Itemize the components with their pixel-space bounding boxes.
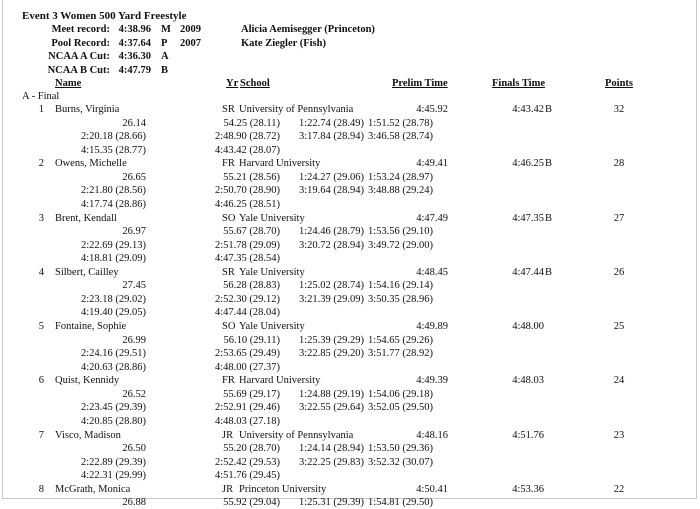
record-code: P xyxy=(161,37,168,49)
split-time: 3:19.64 (28.94) xyxy=(298,185,364,197)
split-time: 4:17.74 (28.86) xyxy=(80,198,146,210)
swimmer-points: 24 xyxy=(613,375,625,387)
swimmer-yr: FR xyxy=(222,375,235,387)
split-time: 3:46.58 (28.74) xyxy=(368,131,434,142)
split-time: 1:53.56 (29.10) xyxy=(368,226,434,237)
swimmer-place: 8 xyxy=(38,483,44,495)
swimmer-yr: JR xyxy=(222,429,234,441)
swimmer-cut-code: B xyxy=(545,158,553,170)
swimmer-finals: 4:53.36 xyxy=(512,483,544,495)
swimmer-name: Fontaine, Sophie xyxy=(55,321,127,332)
swimmer-yr: FR xyxy=(222,158,235,170)
swimmer-place: 6 xyxy=(38,375,44,387)
swimmer-points: 27 xyxy=(613,212,625,224)
record-code: M xyxy=(161,24,171,35)
split-time: 1:24.88 (29.19) xyxy=(298,388,364,400)
split-time: 4:51.76 (29.45) xyxy=(214,470,280,481)
split-time: 2:24.16 (29.51) xyxy=(80,348,146,359)
split-time: 1:25.39 (29.29) xyxy=(298,334,364,346)
record-holder: Alicia Aemisegger (Princeton) xyxy=(241,24,375,35)
swimmer-name: Brent, Kendall xyxy=(55,212,117,224)
split-time: 1:53.24 (28.97) xyxy=(368,171,434,183)
split-time: 1:24.14 (28.94) xyxy=(298,443,364,454)
swimmer-place: 1 xyxy=(38,104,44,115)
split-time: 4:48.03 (27.18) xyxy=(214,415,280,427)
swimmer-name: McGrath, Monica xyxy=(55,483,131,495)
split-time: 1:25.31 (29.39) xyxy=(298,497,364,509)
swimmer-finals: 4:47.35 xyxy=(512,212,544,224)
split-time: 4:43.42 (28.07) xyxy=(214,144,280,156)
swimmer-prelim: 4:48.16 xyxy=(416,429,448,441)
swimmer-place: 5 xyxy=(38,321,44,332)
split-time: 3:50.35 (28.96) xyxy=(368,293,434,305)
split-time: 1:54.65 (29.26) xyxy=(368,334,434,346)
split-time: 4:18.81 (29.09) xyxy=(80,253,146,264)
split-time: 4:47.35 (28.54) xyxy=(214,253,280,264)
split-time: 2:48.90 (28.72) xyxy=(214,131,280,142)
swimmer-school: Yale University xyxy=(239,266,305,278)
split-time: 55.67 (28.70) xyxy=(223,226,280,237)
split-time: 2:23.45 (29.39) xyxy=(80,402,146,414)
swimmer-school: University of Pennsylvania xyxy=(239,104,354,115)
split-time: 3:17.84 (28.94) xyxy=(298,131,364,142)
swimmer-finals: 4:46.25 xyxy=(512,158,544,170)
split-time: 3:52.05 (29.50) xyxy=(368,402,434,414)
swimmer-school: Princeton University xyxy=(239,483,327,495)
swimmer-place: 7 xyxy=(38,429,44,441)
swimmer-school: Harvard University xyxy=(239,375,321,387)
split-time: 54.25 (28.11) xyxy=(223,117,280,129)
swimmer-points: 25 xyxy=(613,321,625,332)
swimmer-name: Owens, Michelle xyxy=(55,158,127,170)
split-time: 1:25.02 (28.74) xyxy=(298,280,364,292)
split-time: 55.20 (28.70) xyxy=(223,443,280,454)
split-time: 2:22.69 (29.13) xyxy=(80,239,146,251)
split-time: 3:52.32 (30.07) xyxy=(368,456,434,468)
split-time: 4:22.31 (29.99) xyxy=(80,470,146,481)
split-time: 4:20.63 (28.86) xyxy=(80,361,146,373)
swimmer-points: 23 xyxy=(613,429,625,441)
swimmer-prelim: 4:45.92 xyxy=(416,104,448,115)
swimmer-place: 2 xyxy=(38,158,44,170)
swimmer-name: Burns, Virginia xyxy=(55,104,120,115)
record-time: 4:36.30 xyxy=(118,51,151,62)
record-label: NCAA A Cut: xyxy=(48,51,110,62)
split-time: 3:22.85 (29.20) xyxy=(298,348,364,359)
split-time: 56.28 (28.83) xyxy=(223,280,280,292)
swimmer-finals: 4:48.00 xyxy=(512,321,544,332)
record-time: 4:38.96 xyxy=(118,24,151,35)
swimmer-yr: SO xyxy=(222,212,236,224)
split-time: 55.69 (29.17) xyxy=(223,388,280,400)
split-time: 26.65 xyxy=(122,171,146,183)
split-time: 2:53.65 (29.49) xyxy=(214,348,280,359)
split-time: 26.99 xyxy=(122,334,146,346)
record-holder: Kate Ziegler (Fish) xyxy=(241,37,326,49)
record-time: 4:47.79 xyxy=(118,64,151,76)
col-header-points: Points xyxy=(605,78,634,89)
swimmer-school: Harvard University xyxy=(239,158,321,170)
swimmer-cut-code: B xyxy=(545,266,553,278)
swimmer-points: 28 xyxy=(613,158,625,170)
swimmer-prelim: 4:49.41 xyxy=(416,158,448,170)
swimmer-finals: 4:47.44 xyxy=(512,266,544,278)
swimmer-name: Visco, Madison xyxy=(55,429,121,441)
split-time: 2:50.70 (28.90) xyxy=(214,185,280,197)
record-code: A xyxy=(161,51,169,62)
swimmer-points: 26 xyxy=(613,266,625,278)
split-time: 4:47.44 (28.04) xyxy=(214,307,280,319)
split-time: 1:24.27 (29.06) xyxy=(298,171,364,183)
swimmer-school: University of Pennsylvania xyxy=(239,429,354,441)
split-time: 27.45 xyxy=(122,280,146,292)
swimmer-yr: SO xyxy=(222,321,236,332)
record-year: 2007 xyxy=(180,37,201,49)
split-time: 3:48.88 (29.24) xyxy=(368,185,434,197)
swimmer-prelim: 4:48.45 xyxy=(416,266,448,278)
col-header-prelim: Prelim Time xyxy=(392,78,448,89)
split-time: 2:22.89 (29.39) xyxy=(80,456,146,468)
swimmer-finals: 4:48.03 xyxy=(512,375,544,387)
swimmer-prelim: 4:47.49 xyxy=(416,212,448,224)
split-time: 1:22.74 (28.49) xyxy=(298,117,364,129)
split-time: 4:19.40 (29.05) xyxy=(80,307,146,319)
split-time: 26.88 xyxy=(122,497,146,509)
col-header-yr: Yr xyxy=(226,78,239,89)
record-label: Meet record: xyxy=(51,24,110,35)
swimmer-prelim: 4:50.41 xyxy=(416,483,448,495)
swimmer-yr: SR xyxy=(222,266,235,278)
swimmer-prelim: 4:49.89 xyxy=(416,321,448,332)
swimmer-name: Quist, Kennidy xyxy=(55,375,120,387)
split-time: 1:51.52 (28.78) xyxy=(368,117,434,129)
swimmer-name: Silbert, Cailley xyxy=(55,266,119,278)
swimmer-place: 3 xyxy=(38,212,44,224)
split-time: 4:15.35 (28.77) xyxy=(80,144,146,156)
swimmer-school: Yale University xyxy=(239,212,305,224)
split-time: 55.21 (28.56) xyxy=(223,171,280,183)
swimmer-points: 22 xyxy=(613,483,625,495)
split-time: 2:51.78 (29.09) xyxy=(214,239,280,251)
split-time: 4:20.85 (28.80) xyxy=(80,415,146,427)
swimmer-points: 32 xyxy=(613,104,625,115)
record-label: Pool Record: xyxy=(51,37,110,49)
split-time: 26.50 xyxy=(122,443,146,454)
section-label: A - Final xyxy=(22,91,60,102)
swimmer-cut-code: B xyxy=(545,104,553,115)
col-header-school: School xyxy=(240,78,270,89)
col-header-finals: Finals Time xyxy=(492,78,545,89)
record-code: B xyxy=(161,64,169,76)
swimmer-yr: SR xyxy=(222,104,235,115)
split-time: 3:51.77 (28.92) xyxy=(368,348,434,359)
record-year: 2009 xyxy=(180,24,201,35)
split-time: 2:23.18 (29.02) xyxy=(80,293,146,305)
split-time: 2:52.91 (29.46) xyxy=(214,402,280,414)
split-time: 2:21.80 (28.56) xyxy=(80,185,146,197)
split-time: 2:52.42 (29.53) xyxy=(214,456,280,468)
split-time: 4:48.00 (27.37) xyxy=(214,361,280,373)
split-time: 56.10 (29.11) xyxy=(223,334,280,346)
swimmer-prelim: 4:49.39 xyxy=(416,375,448,387)
split-time: 1:54.81 (29.50) xyxy=(368,497,434,509)
split-time: 2:20.18 (28.66) xyxy=(80,131,146,142)
split-time: 3:22.55 (29.64) xyxy=(298,402,364,414)
swimmer-school: Yale University xyxy=(239,321,305,332)
record-label: NCAA B Cut: xyxy=(47,64,110,76)
split-time: 1:54.06 (29.18) xyxy=(368,388,434,400)
split-time: 2:52.30 (29.12) xyxy=(214,293,280,305)
event-title: Event 3 Women 500 Yard Freestyle xyxy=(22,10,187,22)
split-time: 1:54.16 (29.14) xyxy=(368,280,434,292)
split-time: 26.97 xyxy=(122,226,146,237)
split-time: 26.52 xyxy=(122,388,146,400)
swimmer-finals: 4:43.42 xyxy=(512,104,544,115)
split-time: 4:46.25 (28.51) xyxy=(214,198,280,210)
record-time: 4:37.64 xyxy=(118,37,151,49)
split-time: 1:24.46 (28.79) xyxy=(298,226,364,237)
swimmer-finals: 4:51.76 xyxy=(512,429,544,441)
split-time: 3:22.25 (29.83) xyxy=(298,456,364,468)
split-time: 3:49.72 (29.00) xyxy=(368,239,434,251)
split-time: 3:21.39 (29.09) xyxy=(298,293,364,305)
swimmer-place: 4 xyxy=(38,266,44,278)
swimmer-yr: JR xyxy=(222,483,234,495)
split-time: 1:53.50 (29.36) xyxy=(368,443,434,454)
col-header-name: Name xyxy=(55,78,82,89)
split-time: 3:20.72 (28.94) xyxy=(298,239,364,251)
swimmer-cut-code: B xyxy=(545,212,553,224)
split-time: 26.14 xyxy=(122,117,146,129)
split-time: 55.92 (29.04) xyxy=(223,497,280,509)
